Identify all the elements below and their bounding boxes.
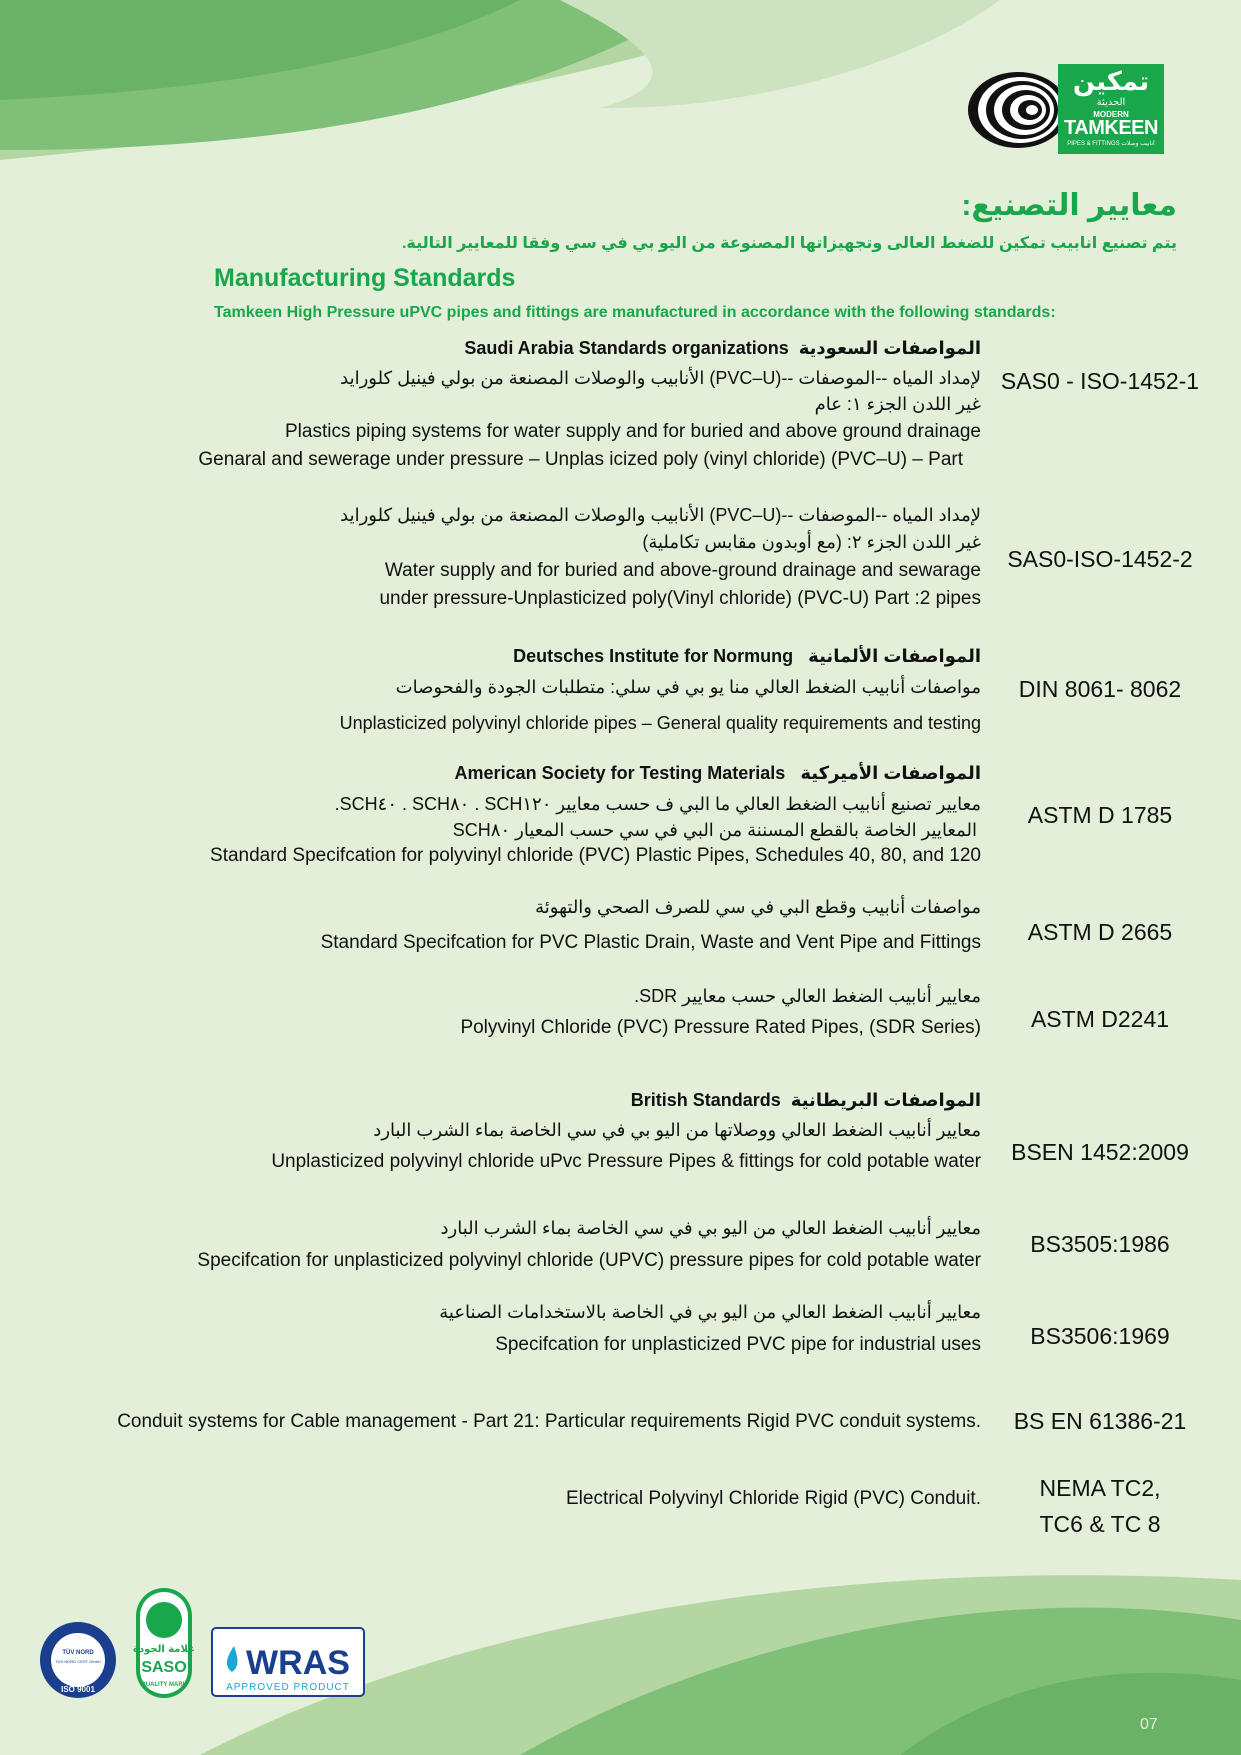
standard-code-bs3505: BS3505:1986 — [1030, 1231, 1170, 1257]
section-heading-german — [513, 646, 981, 667]
standard-code-bs3506: BS3506:1969 — [1030, 1323, 1170, 1349]
section-heading-saudi-en: Saudi Arabia Standards organizations — [464, 338, 789, 358]
saudi-2-en1: Water supply and for buried and above-ground drainage and sewarage — [384, 560, 981, 581]
standard-code-bs-en-61386: BS EN 61386-21 — [1013, 1408, 1187, 1434]
german-1-ar1: مواصفات أنابيب الضغط العالي منا يو بي في سلي: متطلبات الجودة والفحوصات — [395, 677, 981, 697]
british-3-ar1: معايير أنابيب الضغط العالي من اليو بي في الخاصة بالاستخدامات الصناعية — [439, 1302, 981, 1322]
wras-badge — [212, 1628, 364, 1696]
saso-badge — [133, 1588, 195, 1698]
nema-code-line2: TC6 & TC 8 — [1039, 1511, 1161, 1537]
rings-logo-icon — [958, 70, 1068, 150]
standard-code-astm-d2241: ASTM D2241 — [1030, 1006, 1170, 1032]
american-3-en1: Polyvinyl Chloride (PVC) Pressure Rated Pipes, (SDR Series) — [460, 1017, 981, 1038]
section-heading-saudi-ar: المواصفات السعودية — [798, 338, 981, 358]
section-heading-german-en: Deutsches Institute for Normung — [513, 646, 794, 666]
subtitle-english: Tamkeen High Pressure uPVC pipes and fittings are manufactured in accordance with the following standards: — [214, 304, 1056, 321]
american-1-ar1: معايير تصنيع أنابيب الضغط العالي ما البي ف حسب معايير SCH١٢٠ . SCH٨٠ . SCH٤٠. — [334, 794, 981, 814]
standard-code-din-8061: DIN 8061- 8062 — [1018, 676, 1182, 702]
title-english: Manufacturing Standards — [214, 264, 516, 292]
saudi-2-ar2: غير اللدن الجزء ٢: (مع أوبدون مقابس تكاملية) — [642, 532, 981, 552]
british-1-ar1: معايير أنابيب الضغط العالي ووصلاتها من اليو بي في سي الخاصة بماء الشرب البارد — [373, 1120, 981, 1140]
section-heading-british-en: British Standards — [630, 1090, 781, 1110]
british-4-en1: Conduit systems for Cable management - Part 21: Particular requirements Rigid PVC conduit systems. — [117, 1411, 981, 1432]
saudi-1-en2: Genaral and sewerage under pressure – Unplas icized poly (vinyl chloride) (PVC–U) – Part — [198, 449, 963, 470]
standard-code-astm-d1785: ASTM D 1785 — [1027, 802, 1173, 828]
section-heading-american — [455, 763, 981, 784]
standard-code-nema — [992, 1470, 1208, 1542]
saudi-2-ar1: لإمداد المياه --الموصفات --(PVC–U) الأنابيب والوصلات المصنعة من بولي فينيل كلورايد — [340, 505, 981, 525]
saudi-1-ar2: غير اللدن الجزء ١: عام — [814, 394, 981, 414]
nema-code-line1: NEMA TC2, — [1039, 1475, 1161, 1501]
logo-arabic-name: تمكين — [1072, 66, 1150, 96]
british-5-en1: Electrical Polyvinyl Chloride Rigid (PVC) Conduit. — [566, 1488, 981, 1509]
page-number: 07 — [1140, 1716, 1158, 1733]
section-heading-american-en: American Society for Testing Materials — [454, 763, 786, 783]
standard-code-bsen-1452: BSEN 1452:2009 — [1011, 1139, 1189, 1165]
wras-sub-text: APPROVED PRODUCT — [226, 1682, 350, 1693]
british-1-en1: Unplasticized polyvinyl chloride uPvc Pressure Pipes & fittings for cold potable water — [271, 1151, 981, 1172]
standard-code-sas0-1452-1: SAS0 - ISO-1452-1 — [1000, 368, 1200, 394]
tuv-top-text: TÜV NORD — [62, 1650, 94, 1656]
american-1-ar2: المعايير الخاصة بالقطع المسننة من البي في سي حسب المعيار SCH٨٠ — [452, 820, 977, 840]
subtitle-arabic: يتم تصنيع انابيب تمكين للضغط العالى وتجهيزاتها المصنوعة من اليو بي في سي وفقا للمعايير التالية. — [401, 235, 1177, 252]
section-heading-british — [631, 1090, 981, 1111]
saudi-2-en2: under pressure-Unplasticized poly(Vinyl chloride) (PVC-U) Part :2 pipes — [379, 588, 981, 609]
logo-tagline: PIPES & FITTINGS أنابيب وصلات — [1067, 141, 1155, 147]
logo-arabic-sub: الحديثة — [1096, 97, 1126, 108]
section-heading-american-ar: المواصفات الأميركية — [800, 763, 981, 783]
american-3-ar1: معايير أنابيب الضغط العالي حسب معايير SDR. — [634, 986, 981, 1006]
certification-badges — [36, 1586, 376, 1702]
tuv-mid-text: TÜV NORD CERT GmbH — [55, 1659, 101, 1664]
standard-code-sas0-1452-2: SAS0-ISO-1452-2 — [1007, 546, 1193, 572]
standard-code-astm-d2665: ASTM D 2665 — [1027, 919, 1173, 945]
saso-ar-text: علامة الجودة — [133, 1644, 195, 1655]
american-1-en1: Standard Specifcation for polyvinyl chloride (PVC) Plastic Pipes, Schedules 40, 80, and 120 — [210, 845, 981, 866]
title-arabic: معايير التصنيع: — [961, 189, 1177, 222]
section-heading-german-ar: المواصفات الألمانية — [808, 646, 981, 666]
british-2-ar1: معايير أنابيب الضغط العالي من اليو بي في سي الخاصة بماء الشرب البارد — [440, 1218, 981, 1238]
german-1-en1: Unplasticized polyvinyl chloride pipes – General quality requirements and testing — [339, 713, 981, 733]
saudi-1-en1: Plastics piping systems for water supply and for buried and above ground drainage — [284, 421, 981, 442]
tuv-nord-badge — [40, 1622, 116, 1698]
saso-text: SASO — [141, 1659, 187, 1676]
logo-green-box — [1058, 64, 1164, 154]
section-heading-saudi — [464, 338, 981, 359]
american-2-en1: Standard Specifcation for PVC Plastic Drain, Waste and Vent Pipe and Fittings — [320, 932, 981, 953]
tamkeen-logo — [958, 64, 1164, 154]
british-2-en1: Specifcation for unplasticized polyvinyl chloride (UPVC) pressure pipes for cold potable water — [197, 1250, 981, 1271]
section-heading-british-ar: المواصفات البريطانية — [790, 1090, 981, 1110]
british-3-en1: Specifcation for unplasticized PVC pipe for industrial uses — [495, 1334, 981, 1355]
tuv-bottom-text: ISO 9001 — [61, 1685, 95, 1694]
logo-name: TAMKEEN — [1064, 117, 1158, 139]
logo-modern: MODERN — [1093, 110, 1129, 119]
american-2-ar1: مواصفات أنابيب وقطع البي في سي للصرف الصحي والتهوئة — [535, 897, 981, 917]
saudi-1-ar1: لإمداد المياه --الموصفات --(PVC–U) الأنابيب والوصلات المصنعة من بولي فينيل كلورايد — [340, 368, 981, 388]
saso-sub-text: QUALITY MARK — [141, 1682, 187, 1688]
wras-text: WRAS — [246, 1644, 350, 1682]
